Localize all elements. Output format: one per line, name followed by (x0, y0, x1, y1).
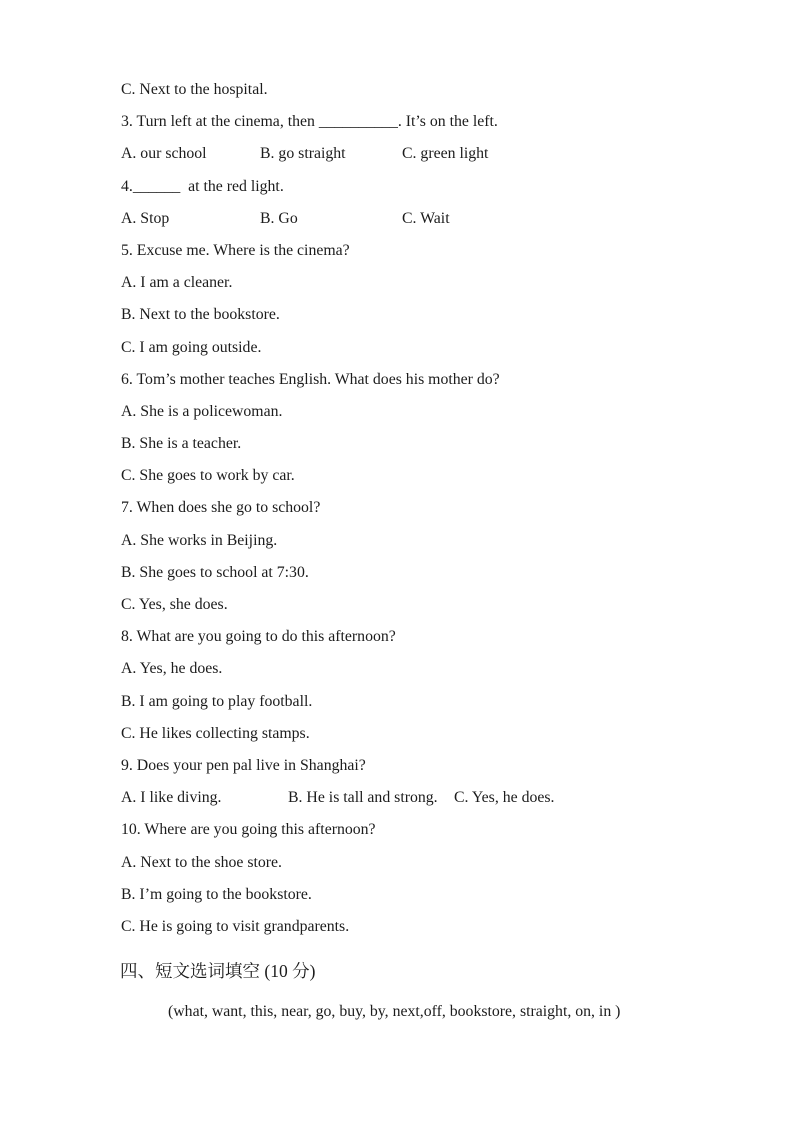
options-row (121, 138, 781, 170)
answer-option-line: C. He is going to visit grandparents. (121, 917, 350, 935)
option-b: B. He is tall and strong. (288, 789, 438, 807)
question-line: 9. Does your pen pal live in Shanghai? (121, 756, 366, 774)
answer-option-line: A. Yes, he does. (121, 660, 223, 678)
answer-option-line: A. Next to the shoe store. (121, 853, 283, 871)
question-line: 3. Turn left at the cinema, then __________. It’s on the left. (121, 113, 498, 131)
answer-option-line: C. I am going outside. (121, 338, 262, 356)
answer-option-line: C. He likes collecting stamps. (121, 724, 310, 742)
question-line: 10. Where are you going this afternoon? (121, 821, 376, 839)
answer-option-line: B. I’m going to the bookstore. (121, 885, 312, 903)
options-row (121, 782, 781, 814)
section-heading: 四、短文选词填空 (10 分) (120, 961, 316, 981)
question-line: 5. Excuse me. Where is the cinema? (121, 241, 350, 259)
option-c: C. green light (402, 145, 489, 163)
answer-option-line: C. She goes to work by car. (121, 467, 295, 485)
option-b: B. Go (260, 209, 298, 227)
option-a: A. Stop (121, 209, 170, 227)
answer-option-line: A. She is a policewoman. (121, 402, 283, 420)
option-a: A. I like diving. (121, 789, 222, 807)
question-line: 7. When does she go to school? (121, 499, 321, 517)
options-row (121, 203, 781, 235)
question-line: 6. Tom’s mother teaches English. What does his mother do? (121, 370, 500, 388)
question-line: 4.______ at the red light. (121, 177, 284, 195)
option-c: C. Wait (402, 209, 450, 227)
answer-option-line: B. Next to the bookstore. (121, 306, 280, 324)
option-c: C. Yes, he does. (454, 789, 555, 807)
option-a: A. our school (121, 145, 207, 163)
answer-option-line: B. I am going to play football. (121, 692, 313, 710)
answer-option-line: B. She is a teacher. (121, 435, 242, 453)
answer-option-line: B. She goes to school at 7:30. (121, 563, 309, 581)
answer-option-line: A. She works in Beijing. (121, 531, 278, 549)
option-b: B. go straight (260, 145, 346, 163)
answer-option-line: C. Next to the hospital. (121, 81, 268, 98)
answer-option-line: A. I am a cleaner. (121, 274, 233, 292)
question-list (121, 74, 781, 943)
answer-option-line: C. Yes, she does. (121, 596, 228, 613)
word-bank: (what, want, this, near, go, buy, by, next,off, bookstore, straight, on, in ) (168, 1003, 621, 1020)
question-line: 8. What are you going to do this afternoon? (121, 628, 396, 646)
